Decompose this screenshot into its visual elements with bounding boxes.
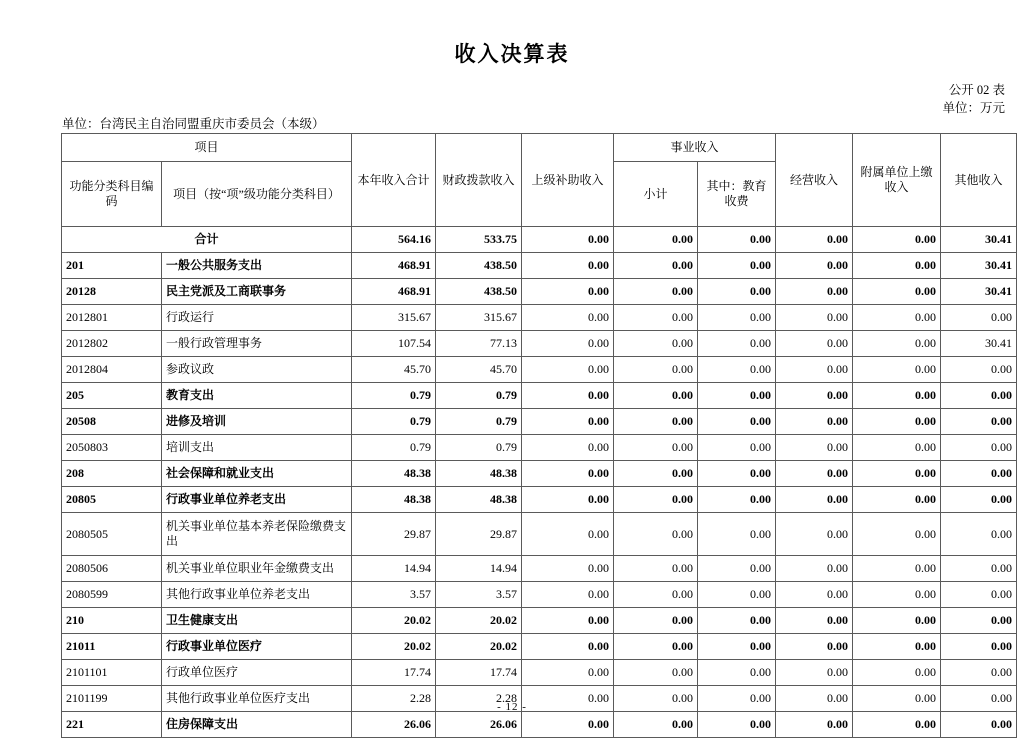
- row-value: 0.00: [522, 435, 614, 461]
- row-value: 0.00: [941, 357, 1017, 383]
- amount-unit: 单位：万元: [942, 101, 1005, 116]
- table-row: [62, 279, 1017, 305]
- row-value: 0.00: [698, 305, 776, 331]
- row-value: 0.00: [698, 357, 776, 383]
- row-value: 2.28: [352, 686, 436, 712]
- row-value: 0.00: [853, 383, 941, 409]
- row-value: 0.00: [941, 305, 1017, 331]
- row-value: 0.00: [853, 357, 941, 383]
- row-value: 45.70: [436, 357, 522, 383]
- income-final-accounts-table: [61, 133, 1017, 738]
- row-value: 0.00: [698, 279, 776, 305]
- row-code: 2080506: [62, 556, 162, 582]
- row-value: 2.28: [436, 686, 522, 712]
- row-value: 0.00: [776, 461, 853, 487]
- row-value: 0.00: [522, 461, 614, 487]
- row-code: 2012801: [62, 305, 162, 331]
- row-value: 0.00: [776, 487, 853, 513]
- row-value: 0.00: [941, 461, 1017, 487]
- row-value: 0.00: [853, 409, 941, 435]
- table-row: [62, 383, 1017, 409]
- row-value: 0.00: [698, 556, 776, 582]
- row-value: 20.02: [352, 634, 436, 660]
- row-value: 14.94: [436, 556, 522, 582]
- row-value: 0.00: [522, 608, 614, 634]
- table-row: [62, 435, 1017, 461]
- table-row: [62, 305, 1017, 331]
- row-value: 30.41: [941, 331, 1017, 357]
- header-code: 功能分类科目编码: [62, 162, 162, 227]
- row-value: 0.00: [698, 608, 776, 634]
- row-value: 0.00: [614, 461, 698, 487]
- row-value: 0.00: [776, 227, 853, 253]
- row-value: 0.00: [698, 712, 776, 738]
- row-value: 0.00: [614, 513, 698, 556]
- row-value: 0.00: [853, 487, 941, 513]
- row-value: 0.00: [853, 660, 941, 686]
- header-superior-subsidy: 上级补助收入: [522, 134, 614, 227]
- row-value: 0.00: [776, 253, 853, 279]
- row-value: 26.06: [436, 712, 522, 738]
- row-value: 3.57: [436, 582, 522, 608]
- row-name: 行政事业单位医疗: [162, 634, 352, 660]
- row-name: 住房保障支出: [162, 712, 352, 738]
- page-number: - 12 -: [497, 701, 527, 713]
- row-code: 20805: [62, 487, 162, 513]
- row-value: 48.38: [436, 487, 522, 513]
- row-value: 0.00: [614, 279, 698, 305]
- row-value: 0.00: [614, 660, 698, 686]
- table-row: [62, 660, 1017, 686]
- row-value: 0.00: [614, 227, 698, 253]
- row-value: 0.00: [522, 227, 614, 253]
- row-value: 0.00: [522, 409, 614, 435]
- table-row: [62, 513, 1017, 556]
- row-value: 0.00: [522, 331, 614, 357]
- unit-label: 单位：台湾民主自治同盟重庆市委员会（本级）: [62, 117, 325, 132]
- row-value: 0.00: [614, 487, 698, 513]
- row-name: 其他行政事业单位医疗支出: [162, 686, 352, 712]
- row-value: 0.00: [614, 634, 698, 660]
- row-value: 0.00: [941, 409, 1017, 435]
- row-name: 进修及培训: [162, 409, 352, 435]
- row-value: 107.54: [352, 331, 436, 357]
- row-value: 0.00: [614, 435, 698, 461]
- row-value: 0.00: [776, 513, 853, 556]
- row-code: 2012804: [62, 357, 162, 383]
- page-title: 收入决算表: [454, 42, 570, 66]
- header-business-income-group: 事业收入: [614, 134, 776, 162]
- row-value: 0.00: [941, 660, 1017, 686]
- table-header: [62, 134, 1017, 227]
- row-value: 315.67: [436, 305, 522, 331]
- row-value: 26.06: [352, 712, 436, 738]
- row-value: 0.00: [698, 487, 776, 513]
- header-fiscal-appropriation: 财政拨款收入: [436, 134, 522, 227]
- row-value: 17.74: [352, 660, 436, 686]
- row-value: 29.87: [352, 513, 436, 556]
- row-value: 0.00: [522, 357, 614, 383]
- row-value: 0.00: [853, 608, 941, 634]
- row-value: 0.00: [853, 461, 941, 487]
- row-code: 210: [62, 608, 162, 634]
- row-value: 0.00: [941, 582, 1017, 608]
- row-code: 2012802: [62, 331, 162, 357]
- row-value: 0.00: [698, 461, 776, 487]
- row-value: 0.00: [941, 513, 1017, 556]
- row-value: 20.02: [436, 608, 522, 634]
- document-meta: [0, 83, 1024, 133]
- row-value: 0.00: [522, 660, 614, 686]
- header-business-subtotal: 小计: [614, 162, 698, 227]
- header-row-group: [62, 134, 1017, 162]
- row-name: 机关事业单位职业年金缴费支出: [162, 556, 352, 582]
- row-value: 20.02: [352, 608, 436, 634]
- row-value: 438.50: [436, 253, 522, 279]
- header-education-fee: 其中：教育收费: [698, 162, 776, 227]
- row-value: 20.02: [436, 634, 522, 660]
- row-value: 0.00: [522, 305, 614, 331]
- row-value: 0.00: [698, 582, 776, 608]
- row-value: 315.67: [352, 305, 436, 331]
- row-name: 民主党派及工商联事务: [162, 279, 352, 305]
- row-code: 20128: [62, 279, 162, 305]
- row-name: 一般公共服务支出: [162, 253, 352, 279]
- row-value: 0.00: [614, 253, 698, 279]
- row-value: 0.00: [614, 608, 698, 634]
- row-code: 201: [62, 253, 162, 279]
- row-value: 0.00: [776, 556, 853, 582]
- row-value: 0.00: [614, 383, 698, 409]
- row-value: 0.00: [614, 582, 698, 608]
- row-value: 0.00: [698, 383, 776, 409]
- row-value: 0.00: [522, 487, 614, 513]
- row-value: 0.00: [853, 305, 941, 331]
- row-value: 0.00: [614, 331, 698, 357]
- row-value: 0.00: [614, 305, 698, 331]
- table-row: [62, 608, 1017, 634]
- row-value: 48.38: [436, 461, 522, 487]
- header-other-income: 其他收入: [941, 134, 1017, 227]
- row-value: 0.00: [941, 487, 1017, 513]
- row-value: 0.00: [853, 279, 941, 305]
- row-name: 机关事业单位基本养老保险缴费支出: [162, 513, 352, 556]
- row-value: 0.00: [776, 660, 853, 686]
- row-name: 行政事业单位养老支出: [162, 487, 352, 513]
- table-row: [62, 556, 1017, 582]
- row-value: 0.00: [853, 686, 941, 712]
- row-value: 0.00: [776, 331, 853, 357]
- row-value: 0.00: [941, 634, 1017, 660]
- row-value: 0.00: [776, 279, 853, 305]
- row-value: 0.00: [776, 608, 853, 634]
- row-value: 0.00: [614, 686, 698, 712]
- row-code: 2080599: [62, 582, 162, 608]
- row-value: 0.00: [776, 383, 853, 409]
- row-value: 0.00: [698, 660, 776, 686]
- row-value: 0.00: [614, 712, 698, 738]
- row-value: 0.00: [776, 305, 853, 331]
- row-value: 0.00: [614, 357, 698, 383]
- row-value: 0.79: [352, 409, 436, 435]
- row-value: 0.00: [522, 556, 614, 582]
- row-value: 0.00: [698, 513, 776, 556]
- row-value: 30.41: [941, 279, 1017, 305]
- row-value: 0.00: [853, 712, 941, 738]
- row-value: 0.00: [776, 686, 853, 712]
- row-value: 0.00: [776, 435, 853, 461]
- row-value: 0.00: [522, 634, 614, 660]
- table-row: [62, 487, 1017, 513]
- row-code: 2080505: [62, 513, 162, 556]
- header-name: 项目（按“项”级功能分类科目）: [162, 162, 352, 227]
- row-value: 0.00: [776, 409, 853, 435]
- row-code: 221: [62, 712, 162, 738]
- row-name: 社会保障和就业支出: [162, 461, 352, 487]
- row-value: 77.13: [436, 331, 522, 357]
- row-value: 45.70: [352, 357, 436, 383]
- row-value: 0.00: [522, 253, 614, 279]
- row-value: 0.00: [522, 513, 614, 556]
- row-value: 0.00: [522, 383, 614, 409]
- row-value: 14.94: [352, 556, 436, 582]
- header-subordinate-remittance: 附属单位上缴收入: [853, 134, 941, 227]
- table-row: [62, 357, 1017, 383]
- row-value: 0.00: [853, 227, 941, 253]
- row-value: 29.87: [436, 513, 522, 556]
- row-value: 48.38: [352, 461, 436, 487]
- row-value: 0.79: [436, 383, 522, 409]
- header-total-income: 本年收入合计: [352, 134, 436, 227]
- table-body: [62, 227, 1017, 738]
- row-value: 0.00: [941, 712, 1017, 738]
- row-code: 21011: [62, 634, 162, 660]
- row-name: 参政议政: [162, 357, 352, 383]
- table-row: [62, 253, 1017, 279]
- header-project-group: 项目: [62, 134, 352, 162]
- row-name: 培训支出: [162, 435, 352, 461]
- row-code: 2101101: [62, 660, 162, 686]
- row-code: 2101199: [62, 686, 162, 712]
- row-value: 0.00: [853, 253, 941, 279]
- row-value: 0.00: [776, 582, 853, 608]
- row-name: 一般行政管理事务: [162, 331, 352, 357]
- table-row: [62, 461, 1017, 487]
- table-row: [62, 227, 1017, 253]
- row-value: 438.50: [436, 279, 522, 305]
- row-value: 0.00: [698, 253, 776, 279]
- row-value: 0.00: [522, 712, 614, 738]
- row-value: 0.00: [941, 556, 1017, 582]
- table-row: [62, 634, 1017, 660]
- row-value: 0.00: [776, 634, 853, 660]
- row-value: 30.41: [941, 227, 1017, 253]
- row-name: 教育支出: [162, 383, 352, 409]
- row-value: 0.00: [776, 712, 853, 738]
- row-value: 48.38: [352, 487, 436, 513]
- row-code: 205: [62, 383, 162, 409]
- row-value: 0.00: [522, 582, 614, 608]
- form-number: 公开 02 表: [948, 83, 1005, 98]
- row-value: 0.00: [853, 582, 941, 608]
- row-name: 行政单位医疗: [162, 660, 352, 686]
- row-value: 0.79: [436, 409, 522, 435]
- row-value: 30.41: [941, 253, 1017, 279]
- row-value: 3.57: [352, 582, 436, 608]
- row-value: 0.79: [352, 383, 436, 409]
- row-value: 0.00: [776, 357, 853, 383]
- row-code: 2050803: [62, 435, 162, 461]
- row-value: 533.75: [436, 227, 522, 253]
- row-code: 20508: [62, 409, 162, 435]
- form-meta: [942, 81, 1005, 117]
- row-value: 0.00: [941, 608, 1017, 634]
- row-value: 0.00: [853, 634, 941, 660]
- row-value: 0.00: [941, 383, 1017, 409]
- row-value: 0.00: [522, 686, 614, 712]
- row-value: 0.00: [853, 556, 941, 582]
- row-title-merged: 合计: [62, 227, 352, 253]
- row-value: 0.00: [698, 331, 776, 357]
- row-value: 0.00: [853, 331, 941, 357]
- row-value: 0.00: [698, 409, 776, 435]
- row-name: 行政运行: [162, 305, 352, 331]
- row-name: 其他行政事业单位养老支出: [162, 582, 352, 608]
- row-value: 0.00: [853, 435, 941, 461]
- row-value: 0.00: [698, 634, 776, 660]
- row-value: 0.79: [352, 435, 436, 461]
- row-value: 0.00: [614, 556, 698, 582]
- table-row: [62, 331, 1017, 357]
- row-value: 564.16: [352, 227, 436, 253]
- row-code: 208: [62, 461, 162, 487]
- row-value: 0.00: [853, 513, 941, 556]
- row-value: 468.91: [352, 279, 436, 305]
- row-value: 0.00: [698, 227, 776, 253]
- table-row: [62, 582, 1017, 608]
- row-name: 卫生健康支出: [162, 608, 352, 634]
- row-value: 0.00: [522, 279, 614, 305]
- row-value: 0.00: [941, 686, 1017, 712]
- row-value: 0.79: [436, 435, 522, 461]
- table-row: [62, 712, 1017, 738]
- row-value: 0.00: [698, 686, 776, 712]
- table-row: [62, 409, 1017, 435]
- row-value: 0.00: [698, 435, 776, 461]
- row-value: 468.91: [352, 253, 436, 279]
- row-value: 0.00: [614, 409, 698, 435]
- header-operating-income: 经营收入: [776, 134, 853, 227]
- row-value: 17.74: [436, 660, 522, 686]
- row-value: 0.00: [941, 435, 1017, 461]
